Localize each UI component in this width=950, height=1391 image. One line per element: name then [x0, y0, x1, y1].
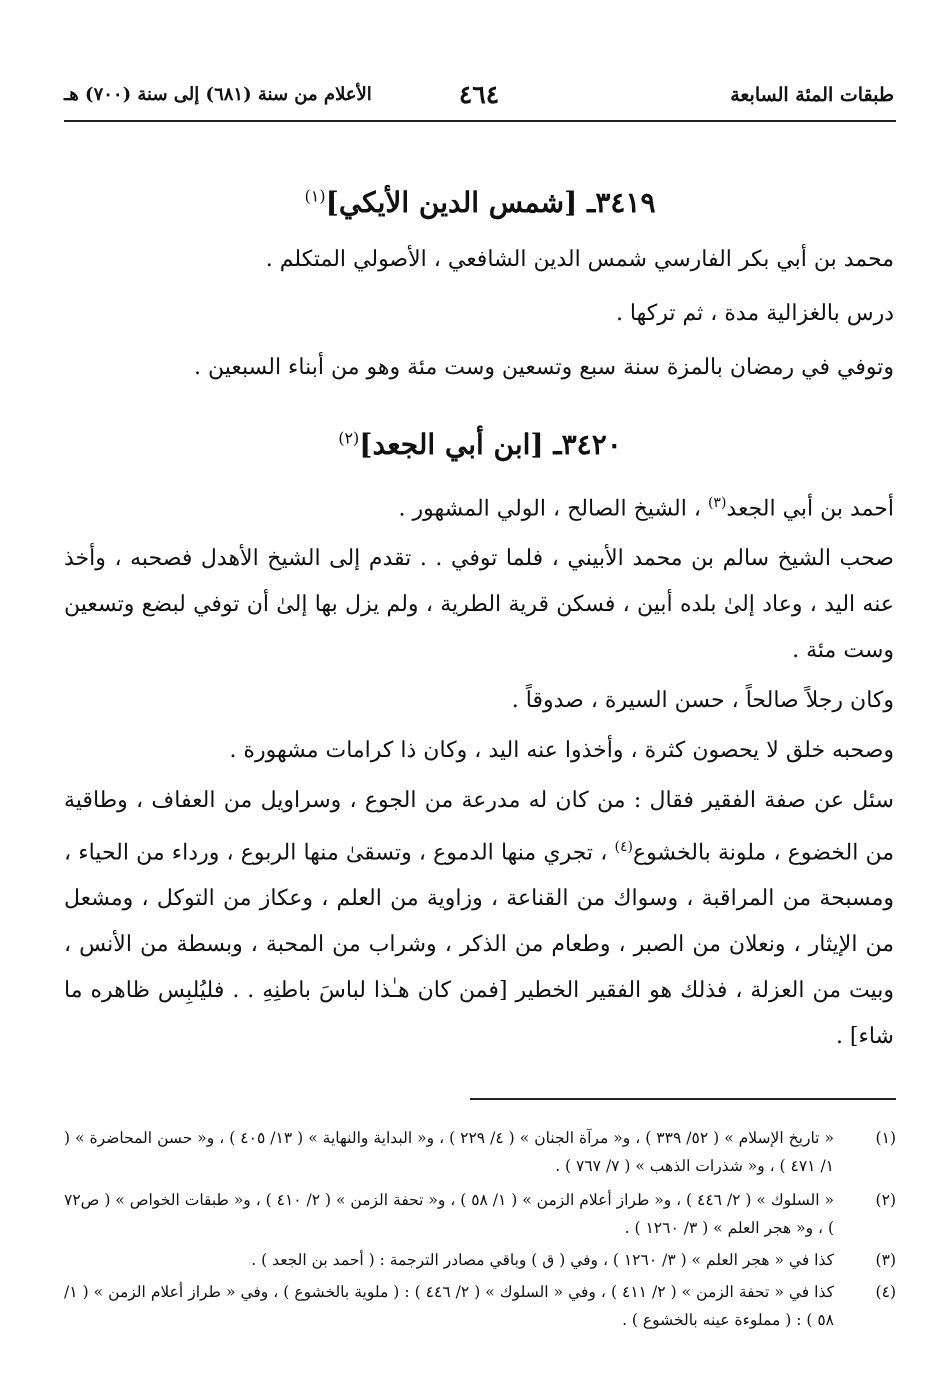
paragraph: درس بالغزالية مدة ، ثم تركها .	[615, 301, 894, 326]
footnote-3	[64, 1246, 896, 1274]
footnote-4	[64, 1278, 896, 1334]
paragraph: وصحبه خلق لا يحصون كثرة ، وأخذوا عنه اليد ، وكان ذا كرامات مشهورة .	[229, 738, 894, 763]
header-rule	[64, 120, 896, 122]
paragraph-text: ، تجري منها الدموع ، وتسقىٰ منها الربوع ، ورداء من الحياء ، ومسبحة من المراقبة ، وسواك من القناعة ، وزاوية من العلم ، وعكاز من التوكل ، ومشعل من الإيثار ، ونعلان من الصبر ، وطعام من الذكر ، وشراب من المحبة ، وبسطة من الأنس ، وبيت من العزلة ، فذلك هو الفقير الخطير [فمن كان هـٰذا لباسَ باطنِهِ . . فليُلبِس ظاهره ما شاء] .	[64, 840, 894, 1050]
paragraph: وكان رجلاً صالحاً ، حسن السيرة ، صدوقاً .	[511, 688, 894, 713]
footnote-number: (٢)	[875, 1191, 896, 1209]
paragraph: محمد بن أبي بكر الفارسي شمس الدين الشافعي ، الأصولي المتكلم .	[265, 247, 894, 272]
paragraph	[64, 778, 894, 1060]
footnote-2	[64, 1186, 896, 1242]
paragraph-text: ، الشيخ الصالح ، الولي المشهور .	[398, 496, 708, 522]
footnote-number: (٣)	[875, 1251, 896, 1269]
footnote-ref: (٤)	[614, 839, 633, 855]
paragraph: صحب الشيخ سالم بن محمد الأبيني ، فلما توفي . . تقدم إلى الشيخ الأهدل فصحبه ، وأخذ عنه اليد ، وعاد إلىٰ بلده أبين ، فسكن قرية الطرية ، ولم يزل بها إلىٰ أن توفي لبضع وتسعين وست مئة .	[64, 546, 894, 663]
paragraph	[64, 480, 894, 532]
footnote-ref: (٣)	[707, 495, 727, 511]
paragraph-text: سئل عن صفة الفقير فقال : من كان له مدرعة من الجوع ، وسراويل من العفاف ، وطاقية من الخضوع ، ملونة بالخشوع	[64, 788, 894, 866]
entry-title-3420	[64, 428, 896, 461]
footnote-1	[64, 1124, 896, 1180]
footnote-ref: (١)	[304, 186, 326, 206]
footnote-text: كذا في « تحفة الزمن » ( ٢/ ٤١١ ) ، وفي « السلوك » ( ٢/ ٤٤٦ ) : ( ملوية بالخشوع ) ، وفي « طراز أعلام الزمن » ( ١/ ٥٨ ) : ( مملوءة عينه بالخشوع ) .	[64, 1283, 835, 1329]
footnote-number: (٤)	[875, 1283, 896, 1301]
running-head	[64, 80, 894, 114]
paragraph-text: أحمد بن أبي الجعد	[726, 496, 894, 522]
entry-title-3419	[64, 186, 896, 219]
footnote-text: « تاريخ الإسلام » ( ٥٢/ ٣٣٩ ) ، و« مرآة الجنان » ( ٤/ ٢٢٩ ) ، و« البداية والنهاية » ( ١٣/ ٤٠٥ ) ، و« حسن المحاضرة » ( ١/ ٤٧١ ) ، و« شذرات الذهب » ( ٧/ ٧٦٧ ) .	[64, 1129, 834, 1175]
page-number: ٤٦٤	[458, 80, 500, 109]
book-title: طبقات المئة السابعة	[730, 84, 894, 106]
footnote-ref: (٢)	[338, 428, 360, 448]
year-range: الأعلام من سنة (٦٨١) إلى سنة (٧٠٠) هـ	[64, 84, 372, 105]
footnote-text: كذا في « هجر العلم » ( ٣/ ١٢٦٠ ) ، وفي ( ق ) وباقي مصادر الترجمة : ( أحمد بن الجعد ) .	[251, 1251, 834, 1269]
entry-title-text: ٣٤١٩ـ [شمس الدين الأيكي]	[325, 186, 656, 219]
footnote-number: (١)	[875, 1129, 896, 1147]
entry-title-text: ٣٤٢٠ـ [ابن أبي الجعد]	[359, 428, 622, 461]
footnotes-rule	[470, 1098, 896, 1100]
footnote-text: « السلوك » ( ٢/ ٤٤٦ ) ، و« طراز أعلام الزمن » ( ١/ ٥٨ ) ، و« تحفة الزمن » ( ٢/ ٤١٠ ) ، و« طبقات الخواص » ( ص٧٢ ) ، و« هجر العلم » ( ٣/ ١٢٦٠ ) .	[64, 1191, 834, 1237]
paragraph: وتوفي في رمضان بالمزة سنة سبع وتسعين وست مئة وهو من أبناء السبعين .	[193, 355, 894, 380]
